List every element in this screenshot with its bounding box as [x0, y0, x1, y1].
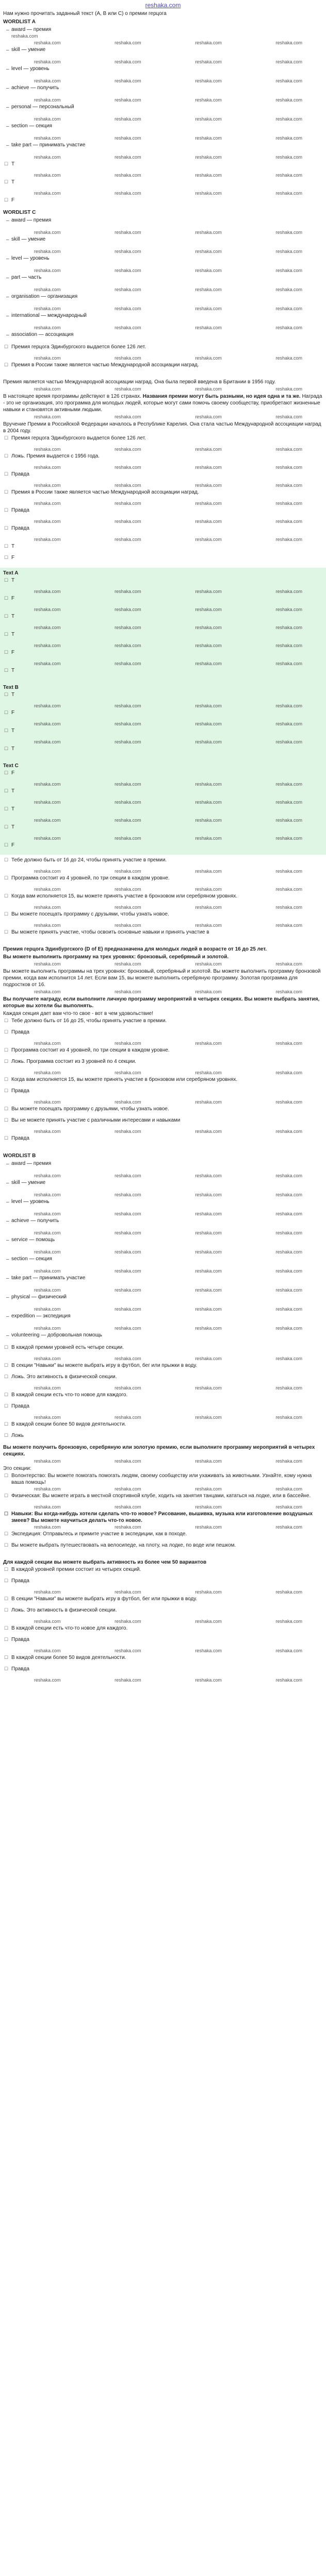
watermark-row: reshaka.com reshaka.com reshaka.com reshaka.com [34, 355, 302, 361]
watermark-row: reshaka.com reshaka.com reshaka.com reshaka.com [34, 97, 302, 103]
watermark-row: reshaka.com reshaka.com reshaka.com reshaka.com [34, 116, 302, 122]
watermark-row: reshaka.com reshaka.com reshaka.com reshaka.com [34, 249, 302, 254]
tf-answer: ☐ T [3, 613, 323, 624]
check-item: ☐ В секции "Навыки" вы можете выбрать игру в футбол, бег или прыжки в воду. [3, 1362, 323, 1374]
watermark-row: reshaka.com reshaka.com reshaka.com reshaka.com [34, 483, 302, 488]
final-question: Для каждой секции вы можете выбрать активность из более чем 50 вариантов [3, 1560, 207, 1565]
watermark-row: reshaka.com reshaka.com reshaka.com reshaka.com [34, 961, 302, 967]
watermark-row: reshaka.com reshaka.com reshaka.com reshaka.com [34, 1099, 302, 1105]
watermark-row: reshaka.com reshaka.com reshaka.com reshaka.com [34, 1356, 302, 1361]
watermark-row: reshaka.com reshaka.com reshaka.com reshaka.com [34, 782, 302, 787]
vocab-item: – international — международный [3, 312, 323, 325]
check-item: ☐ Ложь [3, 1432, 323, 1444]
tf-answer: ☐ T [3, 543, 323, 554]
check-item: ☐ Правда [3, 1029, 323, 1040]
watermark-row: reshaka.com reshaka.com reshaka.com reshaka.com [34, 836, 302, 841]
tf-answer: ☐ T [3, 824, 323, 835]
check-item: ☐ Ложь. Премия выдается с 1956 года. [3, 453, 323, 464]
tf-statement: ☐ Премия герцога Эдинбургского выдается более 126 лет. [3, 344, 323, 355]
wordlist-a-title: WORDLIST A [3, 19, 36, 25]
check-item: ☐ В каждой уровней премии состоит из четырех секций. [3, 1566, 323, 1578]
tf-answer: ☐ T [3, 667, 323, 679]
watermark-row: reshaka.com reshaka.com reshaka.com reshaka.com [34, 1619, 302, 1624]
watermark-row: reshaka.com reshaka.com reshaka.com reshaka.com [34, 1415, 302, 1420]
tf-statement: ☐ Премия в России также является частью Международной ассоциации наград. [3, 362, 323, 373]
duke-age-text: Вы можете выполнить программы на трех уровнях: бронзовый, серебряный и золотой. Вы можете выполнить программу бронзовой премии, когда вам исполнится 14 лет. Если вам 15, вы можете выполнить серебряную программу. Золотая программа для подростков от 16. [3, 969, 321, 988]
tf-answer: ☐ F [3, 595, 323, 606]
watermark-row: reshaka.com reshaka.com reshaka.com reshaka.com [34, 1486, 302, 1492]
watermark-row: reshaka.com reshaka.com reshaka.com reshaka.com [34, 1589, 302, 1595]
check-item: ☐ Правда [3, 1666, 323, 1677]
check-item: ☐ Программа состоит из 4 уровней, по три секции в каждом уровне. [3, 875, 323, 886]
check-item: ☐ Премия в России также является частью Международной ассоциации наград. [3, 489, 323, 500]
watermark-row: reshaka.com reshaka.com reshaka.com reshaka.com [34, 887, 302, 892]
answers-block [0, 568, 326, 855]
watermark-row: reshaka.com reshaka.com reshaka.com reshaka.com [34, 1459, 302, 1464]
intro-text: Нам нужно прочитать заданный текст (A, B или C) о премии герцога [3, 11, 167, 16]
watermark-row: reshaka.com reshaka.com reshaka.com reshaka.com [34, 818, 302, 823]
tf-answer: ☐ T [3, 161, 323, 172]
check-item: ☐ Вы можете посещать программу с друзьями, чтобы узнать новое. [3, 1106, 323, 1117]
duke-subheading: Вы можете выполнить программу на трех уровнях: бронзовый, серебряный и золотой. [3, 954, 229, 960]
watermark-row: reshaka.com reshaka.com reshaka.com reshaka.com [34, 1070, 302, 1075]
watermark-row: reshaka.com reshaka.com reshaka.com reshaka.com [34, 1524, 302, 1530]
vocab-item: – section — секция [3, 1256, 323, 1268]
watermark-row: reshaka.com reshaka.com reshaka.com reshaka.com [34, 1129, 302, 1134]
watermark-row: reshaka.com reshaka.com reshaka.com reshaka.com [34, 173, 302, 178]
watermark-row: reshaka.com reshaka.com reshaka.com reshaka.com [34, 1385, 302, 1391]
watermark-row: reshaka.com reshaka.com reshaka.com reshaka.com [34, 1287, 302, 1293]
vocab-item: – part — часть [3, 274, 323, 286]
vocab-item: – level — уровень [3, 1198, 323, 1211]
watermark-row: reshaka.com reshaka.com reshaka.com reshaka.com [34, 1326, 302, 1331]
duke-heading: Премия герцога Эдинбургского (D of E) предназначена для молодых людей в возрасте от 16 до 25 лет. [3, 946, 267, 952]
check-item: ☐ Когда вам исполняется 15, вы можете принять участие в бронзовом или серебряном уровнях. [3, 1076, 323, 1088]
tf-answer: ☐ T [3, 806, 323, 817]
watermark-row: reshaka.com reshaka.com reshaka.com reshaka.com [34, 1192, 302, 1197]
check-item: ☐ Правда [3, 1578, 323, 1589]
watermark-row: reshaka.com reshaka.com reshaka.com reshaka.com [34, 519, 302, 524]
vocab-item: – award — премия [3, 217, 323, 229]
tf-answer: ☐ F [3, 842, 323, 853]
check-item: ☐ Программа состоит из 4 уровней, по три секции в каждом уровне. [3, 1047, 323, 1058]
site-header-link[interactable]: reshaka.com [145, 2, 181, 9]
watermark-row: reshaka.com reshaka.com reshaka.com reshaka.com [34, 59, 302, 64]
watermark-row: reshaka.com reshaka.com reshaka.com reshaka.com [34, 325, 302, 330]
watermark-row: reshaka.com reshaka.com reshaka.com reshaka.com [34, 905, 302, 910]
vocab-item: – skill — умение [3, 236, 323, 248]
check-item: ☐ Тебе должно быть от 16 до 24, чтобы принять участие в премии. [3, 857, 323, 868]
duke-sections-question: Вы получаете награду, если выполните личную программу мероприятий в четырех секциях. Вы можете выбрать занятия, которые вы хотели бы выполнять. [3, 996, 320, 1009]
wordlist-b-title: WORDLIST B [3, 1153, 36, 1159]
tf-answer: ☐ F [3, 649, 323, 660]
watermark-row: reshaka.com reshaka.com reshaka.com reshaka.com [34, 40, 302, 45]
vocab-item: – award — премия reshaka.com [3, 26, 323, 40]
watermark-row: reshaka.com reshaka.com reshaka.com reshaka.com [34, 155, 302, 160]
check-item: ☐ Вы можете принять участие, чтобы освоить основные навыки и принять участие в [3, 929, 323, 940]
vocab-item: – skill — умение [3, 1179, 323, 1192]
tf-answer: ☐ T [3, 691, 323, 703]
watermark-row: reshaka.com reshaka.com reshaka.com reshaka.com [34, 721, 302, 726]
section-description: ☐ Навыки: Вы когда-нибудь хотели сделать что-то новое? Рисование, вышивка, музыка или изготовление воздушных змеев? Вы можете научиться делать что-то новое. [3, 1511, 323, 1524]
check-item: ☐ Правда [3, 1135, 323, 1146]
section-description: ☐ Физическая: Вы можете играть в местной спортивной клубе, ходить на занятия танцами, кататься на лодке, или в бассейне. [3, 1493, 323, 1504]
watermark-row: reshaka.com reshaka.com reshaka.com reshaka.com [34, 1230, 302, 1235]
duke-prompt: Каждая секция дает вам что-то свое - вот в чем удовольствие! [3, 1011, 153, 1016]
check-item: ☐ В каждой секции более 50 видов деятельности. [3, 1654, 323, 1666]
vocab-item: – expedition — экспедиция [3, 1313, 323, 1325]
vocab-item: – take part — принимать участие [3, 142, 323, 154]
check-item: ☐ Тебе должно быть от 16 до 25, чтобы принять участие в премии. [3, 1018, 323, 1029]
watermark-row: reshaka.com reshaka.com reshaka.com reshaka.com [34, 1677, 302, 1683]
check-item: ☐ В каждой секции есть что-то новое для каждого. [3, 1392, 323, 1403]
watermark-row: reshaka.com reshaka.com reshaka.com reshaka.com [34, 465, 302, 470]
vocab-item: – personal — персональный [3, 104, 323, 116]
text-c-title: Text C [3, 763, 19, 769]
watermark-row: reshaka.com reshaka.com reshaka.com reshaka.com [34, 1249, 302, 1255]
watermark-row: reshaka.com reshaka.com reshaka.com reshaka.com [34, 191, 302, 196]
paragraph: Премия является частью Международной ассоциации наград. Она была первой введена в Британии в 1956 году. [3, 379, 276, 385]
watermark-row: reshaka.com reshaka.com reshaka.com reshaka.com [34, 1268, 302, 1274]
tf-answer: ☐ T [3, 179, 323, 190]
vocab-item: – section — секция [3, 123, 323, 135]
text-b-title: Text B [3, 685, 19, 690]
tf-answer: ☐ T [3, 631, 323, 642]
check-item: ☐ Правда [3, 525, 323, 536]
check-item: ☐ Вы можете посещать программу с друзьями, чтобы узнать новое. [3, 911, 323, 922]
check-item: ☐ Правда [3, 1636, 323, 1648]
tf-answer: ☐ F [3, 554, 323, 566]
paragraph: Вручение Премии в Российской Федерации началось в Республике Карелия. Она стала частью Международной ассоциации наград в 2004 году. [3, 421, 321, 434]
watermark-row: reshaka.com reshaka.com reshaka.com reshaka.com [34, 703, 302, 708]
paragraph: В настоящее время программы действуют в 126 странах. Названия премии могут быть разными, но идея одна и та же. Награда - это не организация, это программа для молодых людей, которые могут сами помочь своему сообществу, приобретают жизненные навыки и становятся активными людьми. [3, 394, 322, 413]
vocab-item: – volunteering — добровольная помощь [3, 1332, 323, 1344]
vocab-item: – physical — физический [3, 1294, 323, 1306]
watermark-row: reshaka.com reshaka.com reshaka.com reshaka.com [34, 230, 302, 235]
vocab-item: – achieve — получить [3, 84, 323, 97]
vocab-item: – award — премия [3, 1160, 323, 1173]
check-item: ☐ Ложь. Программа состоит из 3 уровней по 4 секции. [3, 1058, 323, 1070]
check-item: ☐ Вы не можете принять участие с различными интересами и навыками [3, 1117, 323, 1128]
watermark-row: reshaka.com reshaka.com reshaka.com reshaka.com [34, 1504, 302, 1510]
check-item: ☐ Правда [3, 507, 323, 518]
sections-label: Это секции: [3, 1466, 31, 1471]
tf-answer: ☐ T [3, 745, 323, 757]
vocab-item: – take part — принимать участие [3, 1275, 323, 1287]
watermark-row: reshaka.com reshaka.com reshaka.com reshaka.com [34, 414, 302, 419]
check-item: ☐ В каждой премии уровней есть четыре секции. [3, 1344, 323, 1355]
vocab-item: – association — ассоциация [3, 331, 323, 344]
vocab-item: – service — помощь [3, 1236, 323, 1249]
watermark-row: reshaka.com reshaka.com reshaka.com reshaka.com [34, 607, 302, 612]
check-item: ☐ Ложь. Это активность в физической секции. [3, 1374, 323, 1385]
check-item: ☐ Правда [3, 1088, 323, 1099]
watermark-row: reshaka.com reshaka.com reshaka.com reshaka.com [34, 268, 302, 273]
tf-answer: ☐ T [3, 727, 323, 739]
wordlist-c-title: WORDLIST C [3, 210, 36, 215]
watermark-row: reshaka.com reshaka.com reshaka.com reshaka.com [34, 800, 302, 805]
watermark-row: reshaka.com reshaka.com reshaka.com reshaka.com [34, 739, 302, 744]
vocab-item: – level — уровень [3, 65, 323, 78]
check-item: ☐ Премия герцога Эдинбургского выдается более 126 лет. [3, 435, 323, 446]
watermark-row: reshaka.com reshaka.com reshaka.com reshaka.com [34, 1041, 302, 1046]
section-description: ☐ Вы можете выбрать путешествовать на велосипеде, на плоту, на лодке, по воде или пешком. [3, 1542, 323, 1553]
watermark-row: reshaka.com reshaka.com reshaka.com reshaka.com [34, 1173, 302, 1178]
watermark-row: reshaka.com reshaka.com reshaka.com reshaka.com [34, 643, 302, 648]
check-item: ☐ Когда вам исполняется 15, вы можете принять участие в бронзовом или серебряном уровнях. [3, 893, 323, 904]
tf-answer: ☐ T [3, 577, 323, 588]
vocab-item: – organisation — организация [3, 293, 323, 306]
vocab-item: – level — уровень [3, 255, 323, 267]
watermark-row: reshaka.com reshaka.com reshaka.com reshaka.com [34, 989, 302, 994]
check-item: ☐ Ложь. Это активность в физической секции. [3, 1607, 323, 1618]
section-description: ☐ Экспедиция: Отправьтесь и примите участие в экспедиции, как в походе. [3, 1531, 323, 1542]
watermark-row: reshaka.com reshaka.com reshaka.com reshaka.com [34, 1648, 302, 1653]
watermark-row: reshaka.com reshaka.com reshaka.com reshaka.com [34, 625, 302, 630]
watermark-row: reshaka.com reshaka.com reshaka.com reshaka.com [34, 501, 302, 506]
vocab-item: – achieve — получить [3, 1217, 323, 1230]
watermark-row: reshaka.com reshaka.com reshaka.com reshaka.com [34, 537, 302, 542]
vocab-item: – skill — умение [3, 46, 323, 59]
tf-answer: ☐ T [3, 788, 323, 799]
watermark-row: reshaka.com reshaka.com reshaka.com reshaka.com [34, 135, 302, 141]
watermark-row: reshaka.com reshaka.com reshaka.com reshaka.com [34, 78, 302, 83]
check-item: ☐ Правда [3, 1403, 323, 1414]
main-content [0, 10, 326, 1694]
tf-answer: ☐ F [3, 197, 323, 208]
tf-answer: ☐ F [3, 770, 323, 781]
text-a-title: Text A [3, 570, 19, 576]
check-item: ☐ В каждой секции более 50 видов деятельности. [3, 1421, 323, 1432]
watermark-row: reshaka.com reshaka.com reshaka.com reshaka.com [34, 589, 302, 594]
watermark-row: reshaka.com reshaka.com reshaka.com reshaka.com [34, 386, 302, 392]
watermark-row: reshaka.com reshaka.com reshaka.com reshaka.com [34, 661, 302, 666]
tf-answer: ☐ F [3, 709, 323, 721]
bronze-note: Вы можете получить бронзовую, серебряную или золотую премию, если выполните программу мероприятий в четырех секциях. [3, 1445, 315, 1457]
check-item: ☐ Правда [3, 471, 323, 482]
check-item: ☐ В каждой секции есть что-то новое для каждого. [3, 1625, 323, 1636]
check-item: ☐ В секции "Навыки" вы можете выбрать игру в футбол, бег или прыжки в воду. [3, 1596, 323, 1607]
watermark-row: reshaka.com reshaka.com reshaka.com reshaka.com [34, 1307, 302, 1312]
watermark-row: reshaka.com reshaka.com reshaka.com reshaka.com [34, 287, 302, 292]
watermark-row: reshaka.com reshaka.com reshaka.com reshaka.com [34, 447, 302, 452]
watermark-row: reshaka.com reshaka.com reshaka.com reshaka.com [34, 1211, 302, 1216]
watermark-row: reshaka.com reshaka.com reshaka.com reshaka.com [34, 306, 302, 311]
watermark-row: reshaka.com reshaka.com reshaka.com reshaka.com [34, 923, 302, 928]
section-description: ☐ Волонтерство: Вы можете помогать помогать людям, своему сообществу или ухаживать за животными. Узнайте, кому нужна ваша помощь! [3, 1472, 323, 1486]
watermark-row: reshaka.com reshaka.com reshaka.com reshaka.com [34, 869, 302, 874]
